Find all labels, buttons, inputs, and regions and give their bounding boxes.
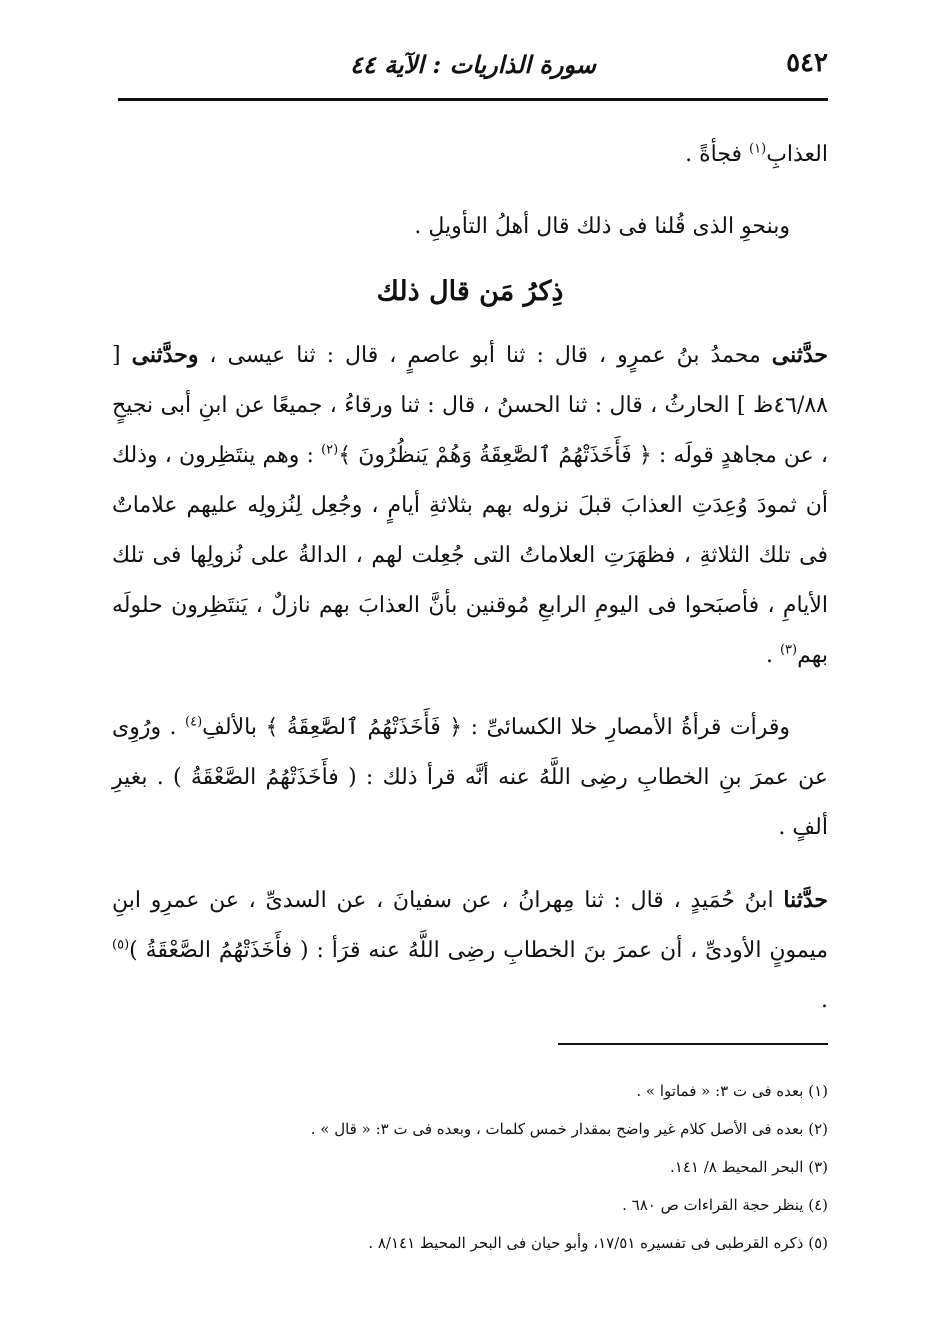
page-number: ٥٤٢ (786, 48, 828, 78)
spacer (112, 853, 828, 875)
section-heading: ذِكرُ مَن قال ذلك (376, 276, 564, 307)
p5-t2: . (821, 988, 828, 1013)
paragraph-4 (112, 703, 828, 853)
paragraph-3 (112, 330, 828, 681)
spacer (112, 180, 828, 202)
p4-t1: وقرأت قرأةُ الأمصارِ خلا الكسائىِّ : (462, 715, 790, 740)
hadith-lead-1: حدَّثنى (771, 342, 828, 368)
p1-text: العذابِ (766, 142, 828, 167)
p5-t1: ابنُ حُمَيدٍ ، قال : ثنا مِهرانُ ، عن سفيانَ ، عن السدىِّ ، عن عمرِو ابنِ ميمونٍ الأودىِّ ، أن عمرَ بنَ الخطابِ رضِى اللَّهُ عنه قرَأ : ( فأَخَذَتْهُمُ الصَّعْقَةُ ) (112, 888, 828, 963)
footnote-ref-1[interactable]: (١) (749, 141, 767, 157)
p3-t4: : وهم ينتَظِرون ، وذلك أن ثمودَ وُعِدَتِ العذابَ قبلَ نزوله بهم بثلاثةِ أيامٍ ، وجُعِل لِنُزولِه عليهم علاماتٌ فى تلك الثلاثةِ ، فظهَرَتِ العلاماتُ التى جُعِلت لهم ، الدالةُ على نُزولِها فى تلك الأيامِ ، فأصبَحوا فى اليومِ الرابعِ مُوقنين بأنَّ العذابَ بهم نازلٌ ، يَنتَظِرون حلولَه بهم (112, 443, 828, 668)
footnote-1: (١) بعده فى ت ٣: « فماتوا » . (636, 1082, 828, 1100)
p1-tail: فجأةً . (685, 142, 750, 167)
footnote-ref-5[interactable]: (٥) (112, 937, 130, 953)
main-text (112, 130, 828, 1026)
footnote-4: (٤) ينظر حجة القراءات ص ٦٨٠ . (622, 1196, 828, 1214)
spacer (112, 681, 828, 703)
footnote-ref-3[interactable]: (٣) (779, 642, 798, 658)
footnote-3: (٣) البحر المحيط ٨/ ١٤١. (669, 1158, 828, 1176)
manuscript-ref: [ ٤٦/٨٨ظ ] (112, 343, 828, 418)
p3-t1: محمدُ بنُ عمرٍو ، قال : ثنا أبو عاصمٍ ، قال : ثنا عيسى ، (198, 343, 772, 368)
quran-verse-1: ﴿ فَأَخَذَتْهُمُ ٱلصَّٰعِقَةُ وَهُمْ يَنظُرُونَ ﴾ (338, 443, 652, 468)
p3-t3: الحارثُ ، قال : ثنا الحسنُ ، قال : ثنا ورقاءُ ، جميعًا عن ابنِ أبى نجيحٍ ، عن مجاهدٍ قولَه : (112, 393, 828, 468)
footnote-2: (٢) بعده فى الأصل كلام غير واضح بمقدار خمس كلمات ، وبعده فى ت ٣: « قال » . (310, 1120, 828, 1138)
header-rule (118, 98, 828, 101)
quran-verse-2: ﴿ فَأَخَذَتْهُمُ ٱلصَّٰعِقَةُ ﴾ (265, 715, 463, 740)
p3-t5: . (765, 643, 780, 668)
p4-t3: . ورُوِى عن عمرَ بنِ الخطابِ رضِى اللَّهُ عنه أنَّه قرأ ذلك : ( فأَخَذَتْهُمُ الصَّعْقَةُ ) . بغيرِ ألفٍ . (112, 715, 828, 840)
footnote-5: (٥) ذكره القرطبى فى تفسيره ١٧/٥١، وأبو حيان فى البحر المحيط ٨/١٤١ . (368, 1234, 828, 1252)
footnote-rule (558, 1043, 828, 1045)
paragraph-1 (112, 130, 828, 180)
footnote-ref-4[interactable]: (٤) (185, 714, 203, 730)
hadith-lead-3: حدَّثنا (783, 887, 828, 913)
running-title: سورة الذاريات : الآية ٤٤ (349, 50, 597, 79)
paragraph-2: وبنحوِ الذى قُلنا فى ذلك قال أهلُ التأويلِ . (414, 214, 790, 239)
hadith-lead-2: وحدَّثنى (131, 342, 199, 368)
p4-t2: بالألفِ (202, 715, 266, 740)
footnote-ref-2[interactable]: (٢) (321, 442, 339, 458)
p3-t2 (121, 343, 132, 368)
footnotes (120, 1072, 828, 1262)
paragraph-5 (112, 875, 828, 1026)
page-header (118, 48, 828, 88)
